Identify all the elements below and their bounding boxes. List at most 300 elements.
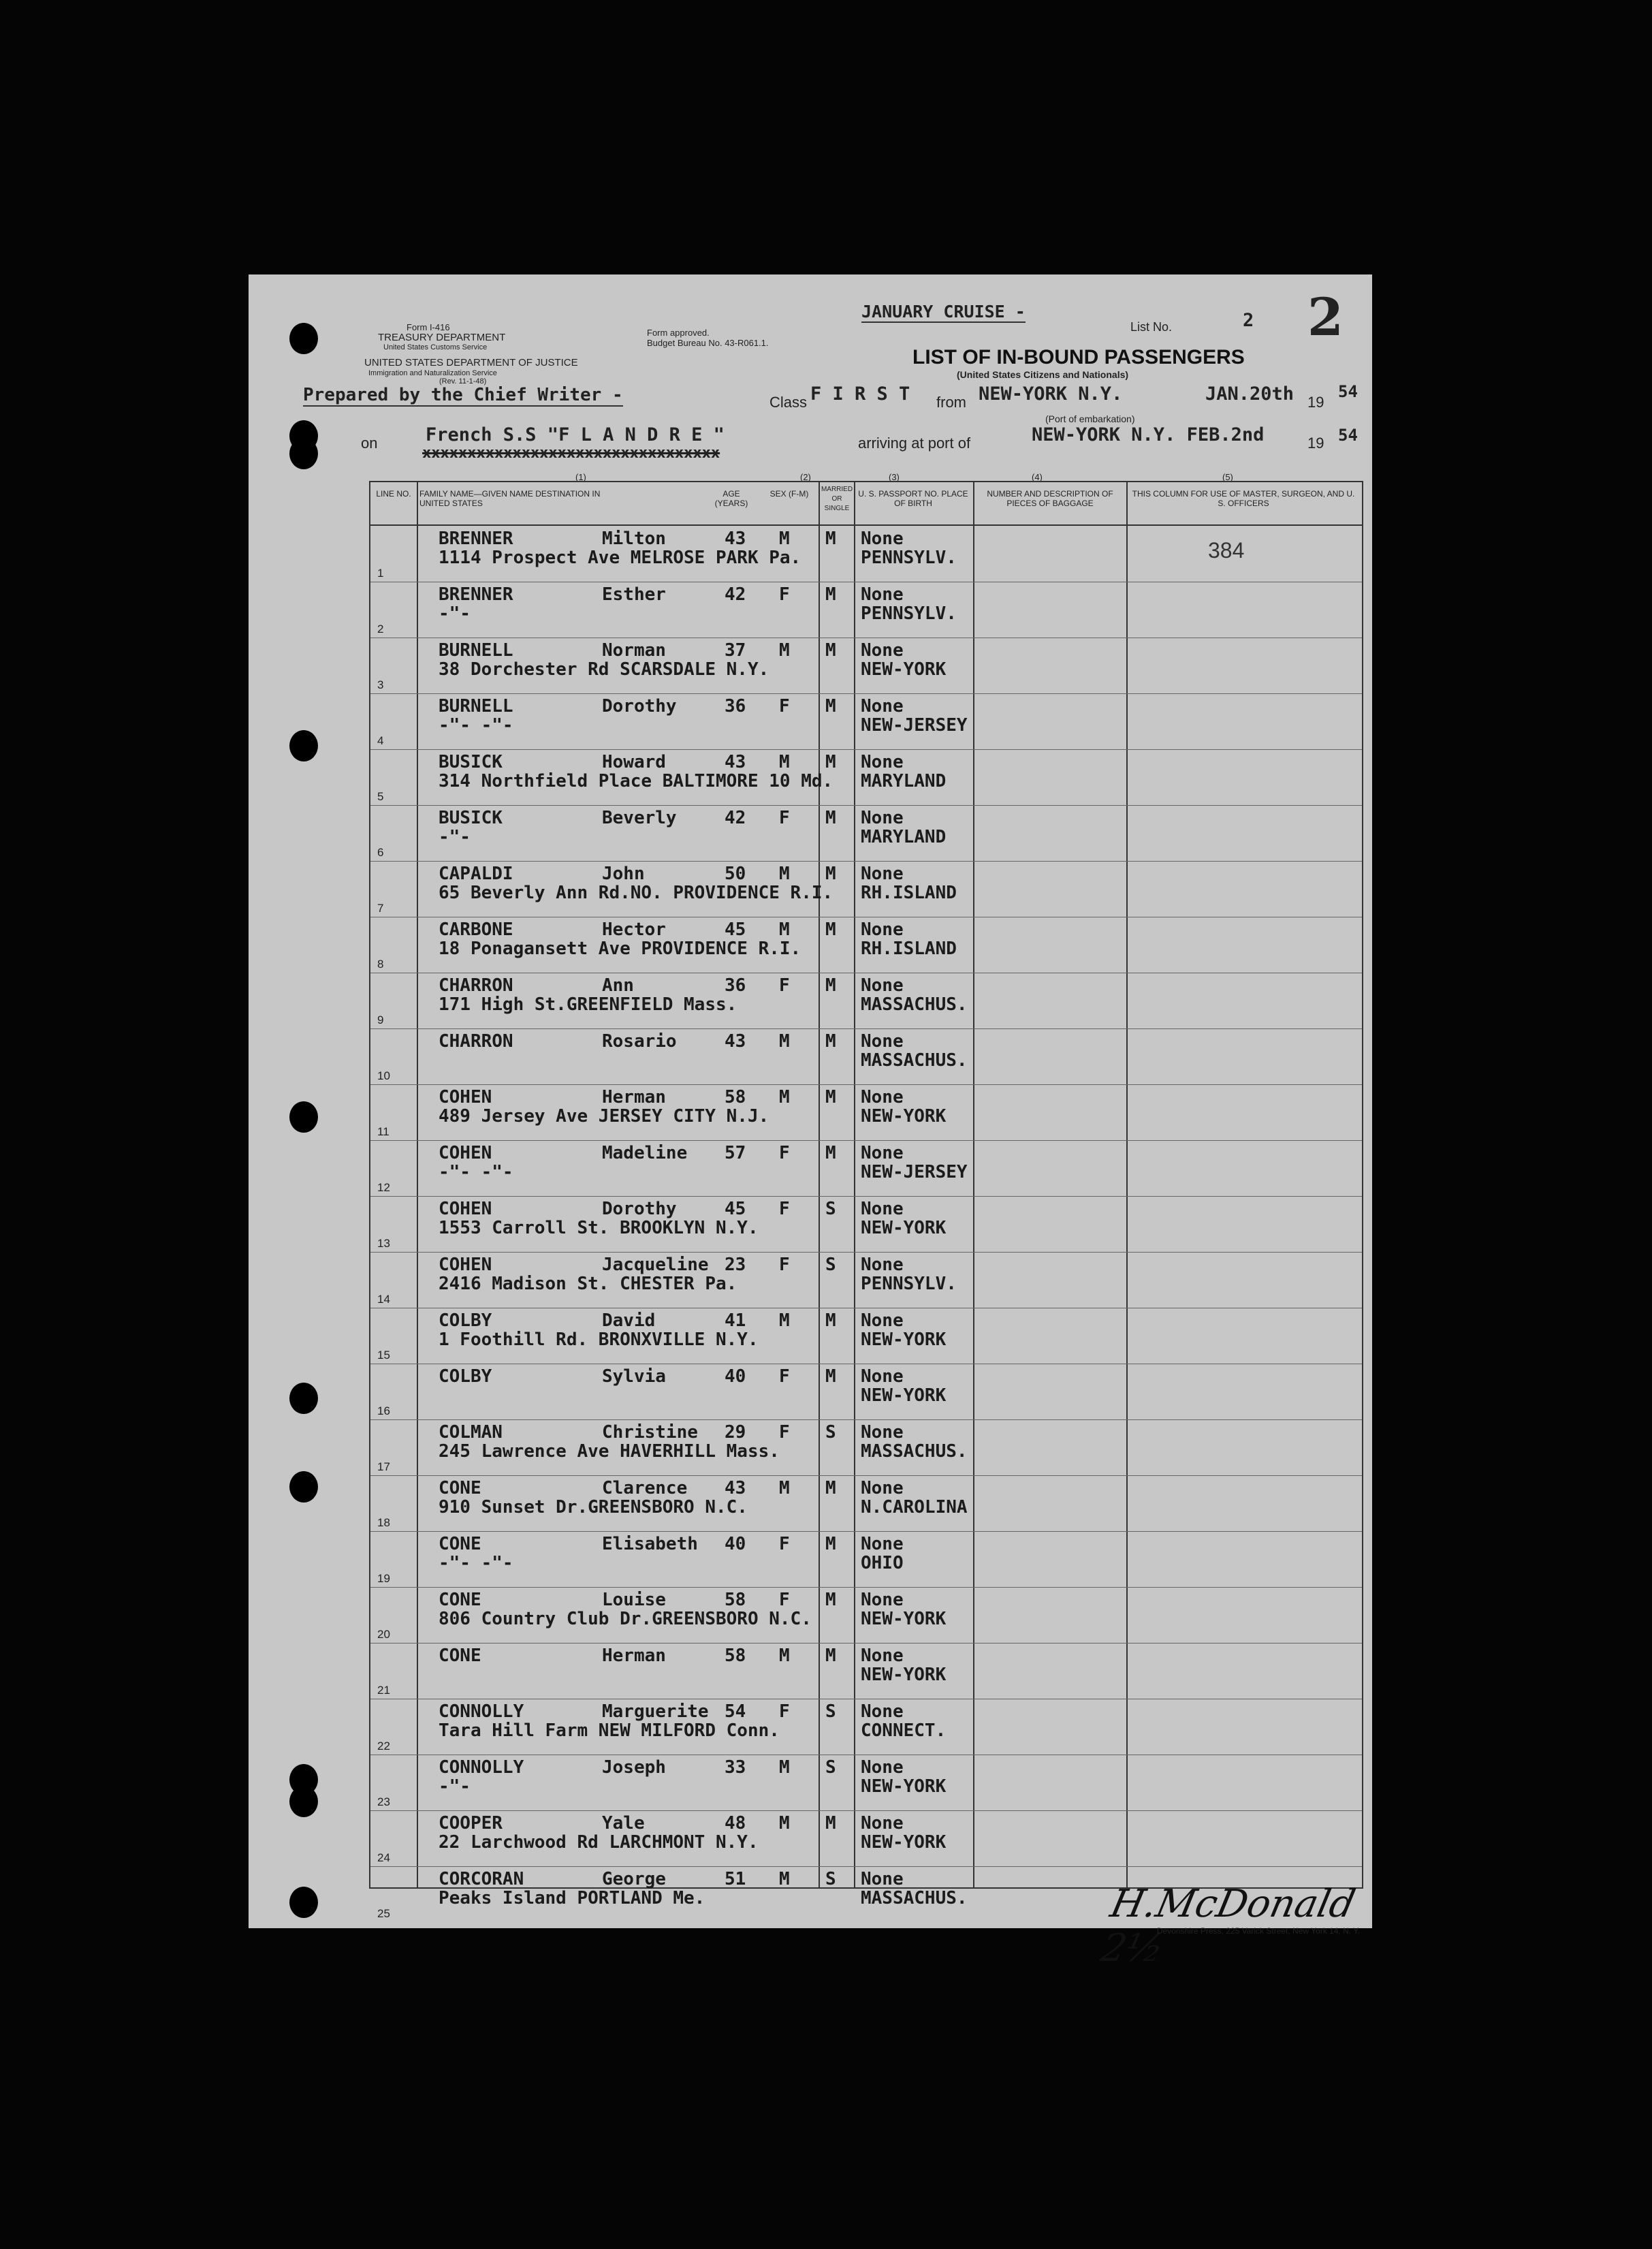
sex: F [779, 1534, 790, 1554]
table-row [370, 919, 1362, 975]
place-of-birth: NEW-JERSEY [861, 1162, 968, 1182]
age: 58 [725, 1087, 746, 1107]
marital-status: M [825, 919, 836, 940]
given-name: Beverly [602, 808, 677, 828]
line-number: 8 [377, 958, 384, 971]
given-name: Madeline [602, 1143, 688, 1163]
sex: F [779, 1590, 790, 1610]
family-name: BURNELL [439, 696, 513, 717]
place-of-birth: MASSACHUS. [861, 1441, 968, 1462]
passport-no: None [861, 696, 904, 717]
marital-status: M [825, 1590, 836, 1610]
place-of-birth: RH.ISLAND [861, 883, 957, 903]
year-1: 54 [1338, 382, 1358, 401]
passport-no: None [861, 1087, 904, 1107]
family-name: COLBY [439, 1366, 492, 1387]
list-no-value: 2 [1243, 310, 1254, 331]
printer-credit: Devonshire Press, 225 Varick Street, New York 14, N. Y. [1156, 1926, 1360, 1936]
col-number-3: (3) [889, 472, 900, 482]
departure-date: JAN.20th [1205, 383, 1294, 405]
destination: -"- [439, 827, 471, 847]
line-number: 17 [377, 1460, 390, 1473]
given-name: John [602, 864, 645, 884]
given-name: George [602, 1869, 666, 1889]
row-divider [370, 1084, 1362, 1085]
place-of-birth: NEW-YORK [861, 1832, 947, 1853]
year-prefix-1: 19 [1307, 394, 1324, 411]
row-divider [370, 861, 1362, 862]
destination: -"- [439, 1776, 471, 1797]
form-number: Form I-416 [407, 322, 450, 332]
destination: 38 Dorchester Rd SCARSDALE N.Y. [439, 659, 769, 680]
col-name: FAMILY NAME—GIVEN NAME DESTINATION IN UNITED STATES [419, 489, 601, 508]
row-divider [370, 1028, 1362, 1029]
passport-no: None [861, 1031, 904, 1052]
marital-status: M [825, 864, 836, 884]
place-of-birth: PENNSYLV. [861, 603, 957, 624]
ship-name: French S.S "F L A N D R E " [426, 424, 725, 445]
binder-hole [289, 1101, 318, 1133]
marital-status: M [825, 752, 836, 772]
list-no-label: List No. [1130, 320, 1173, 334]
marital-status: S [825, 1255, 836, 1275]
given-name: David [602, 1310, 656, 1331]
place-of-birth: MASSACHUS. [861, 994, 968, 1015]
line-number: 2 [377, 623, 384, 635]
place-of-birth: NEW-YORK [861, 1665, 947, 1685]
line-number: 25 [377, 1907, 390, 1920]
row-divider [370, 805, 1362, 806]
destination: 910 Sunset Dr.GREENSBORO N.C. [439, 1497, 748, 1517]
family-name: BURNELL [439, 640, 513, 661]
sex: M [779, 1031, 790, 1052]
col-line-no: LINE NO. [376, 489, 411, 499]
sex: M [779, 864, 790, 884]
marital-status: M [825, 1478, 836, 1498]
given-name: Rosario [602, 1031, 677, 1052]
place-of-birth: RH.ISLAND [861, 939, 957, 959]
from-label: from [936, 394, 966, 411]
manifest-title: LIST OF IN-BOUND PASSENGERS [912, 346, 1245, 368]
family-name: CONNOLLY [439, 1701, 524, 1722]
row-divider [370, 1419, 1362, 1420]
age: 42 [725, 584, 746, 605]
embarkation-label: (Port of embarkation) [1045, 413, 1135, 424]
list-no-stamp: 2 [1307, 287, 1344, 347]
place-of-birth: MARYLAND [861, 827, 947, 847]
line-number: 5 [377, 790, 384, 803]
table-row [370, 1087, 1362, 1143]
passenger-table [369, 481, 1363, 1920]
given-name: Yale [602, 1813, 645, 1834]
passport-no: None [861, 1143, 904, 1163]
form-revision: (Rev. 11-1-48) [439, 377, 487, 386]
place-of-birth: N.CAROLINA [861, 1497, 968, 1517]
marital-status: M [825, 1646, 836, 1666]
struck-xs: xxxxxxxxxxxxxxxxxxxxxxxxxxxxxxxxx [422, 445, 720, 462]
table-row [370, 1813, 1362, 1869]
on-label: on [361, 435, 378, 452]
family-name: COHEN [439, 1255, 492, 1275]
age: 43 [725, 1478, 746, 1498]
line-number: 9 [377, 1013, 384, 1026]
sex: F [779, 1366, 790, 1387]
col-number-1: (1) [575, 472, 586, 482]
passport-no: None [861, 1813, 904, 1834]
marital-status: M [825, 696, 836, 717]
family-name: BUSICK [439, 808, 503, 828]
table-row [370, 864, 1362, 919]
justice-dept: UNITED STATES DEPARTMENT OF JUSTICE [364, 357, 578, 368]
marital-status: S [825, 1757, 836, 1778]
marital-status: M [825, 975, 836, 996]
marital-status: M [825, 1031, 836, 1052]
age: 54 [725, 1701, 746, 1722]
family-name: COLMAN [439, 1422, 503, 1443]
immigration-service: Immigration and Naturalization Service [368, 369, 497, 377]
table-row [370, 640, 1362, 696]
sex: F [779, 1701, 790, 1722]
table-row [370, 975, 1362, 1031]
budget-bureau: Budget Bureau No. 43-R061.1. [647, 338, 769, 348]
place-of-birth: NEW-JERSEY [861, 715, 968, 736]
passport-no: None [861, 584, 904, 605]
marital-status: M [825, 808, 836, 828]
treasury-dept: TREASURY DEPARTMENT [378, 332, 506, 343]
sex: F [779, 696, 790, 717]
table-row [370, 752, 1362, 808]
place-of-birth: NEW-YORK [861, 1776, 947, 1797]
place-of-birth: OHIO [861, 1553, 904, 1573]
col-baggage: NUMBER AND DESCRIPTION OF PIECES OF BAGGAGE [987, 489, 1113, 508]
line-number: 20 [377, 1628, 390, 1641]
family-name: COHEN [439, 1087, 492, 1107]
line-number: 10 [377, 1069, 390, 1082]
sex: M [779, 752, 790, 772]
age: 41 [725, 1310, 746, 1331]
given-name: Joseph [602, 1757, 666, 1778]
table-row [370, 696, 1362, 752]
table-row [370, 1199, 1362, 1255]
age: 43 [725, 529, 746, 549]
class-label: Class [769, 394, 808, 411]
given-name: Norman [602, 640, 666, 661]
given-name: Dorothy [602, 1199, 677, 1219]
binder-hole [289, 730, 318, 761]
table-row [370, 1646, 1362, 1701]
given-name: Howard [602, 752, 666, 772]
given-name: Hector [602, 919, 666, 940]
row-divider [370, 1140, 1362, 1141]
passport-no: None [861, 1534, 904, 1554]
family-name: BRENNER [439, 529, 513, 549]
given-name: Sylvia [602, 1366, 666, 1387]
col-passport: U. S. PASSPORT NO. PLACE OF BIRTH [858, 489, 968, 508]
cruise-label: JANUARY CRUISE - [861, 302, 1026, 321]
sex: F [779, 975, 790, 996]
marital-status: M [825, 1813, 836, 1834]
family-name: CHARRON [439, 1031, 513, 1052]
family-name: BUSICK [439, 752, 503, 772]
family-name: COLBY [439, 1310, 492, 1331]
family-name: COOPER [439, 1813, 503, 1834]
marital-status: M [825, 529, 836, 549]
arrival-port: NEW-YORK N.Y. FEB.2nd [1032, 424, 1265, 445]
line-number: 15 [377, 1349, 390, 1362]
passport-no: None [861, 1478, 904, 1498]
passport-no: None [861, 1199, 904, 1219]
line-number: 19 [377, 1572, 390, 1585]
age: 58 [725, 1590, 746, 1610]
marital-status: S [825, 1701, 836, 1722]
age: 36 [725, 696, 746, 717]
destination: -"- -"- [439, 1162, 513, 1182]
sex: M [779, 1087, 790, 1107]
family-name: CHARRON [439, 975, 513, 996]
line-number: 21 [377, 1684, 390, 1697]
line-number: 11 [377, 1125, 390, 1138]
destination: Tara Hill Farm NEW MILFORD Conn. [439, 1720, 780, 1741]
col-married: MARRIED OR SINGLE [821, 486, 853, 512]
age: 29 [725, 1422, 746, 1443]
line-number: 6 [377, 846, 384, 859]
given-name: Ann [602, 975, 634, 996]
destination: 18 Ponagansett Ave PROVIDENCE R.I. [439, 939, 801, 959]
table-row [370, 1701, 1362, 1757]
marital-status: S [825, 1199, 836, 1219]
destination: 806 Country Club Dr.GREENSBORO N.C. [439, 1609, 812, 1629]
sex: F [779, 808, 790, 828]
manifest-subtitle: (United States Citizens and Nationals) [957, 369, 1129, 380]
sex: M [779, 1310, 790, 1331]
line-number: 18 [377, 1516, 390, 1529]
officer-note: 384 [1208, 538, 1245, 563]
row-divider [370, 1810, 1362, 1811]
col-age: AGE (YEARS) [714, 489, 748, 508]
passport-no: None [861, 1366, 904, 1387]
table-row [370, 584, 1362, 640]
age: 33 [725, 1757, 746, 1778]
sex: M [779, 529, 790, 549]
table-row [370, 1534, 1362, 1590]
marital-status: M [825, 1143, 836, 1163]
line-number: 12 [377, 1181, 390, 1194]
table-row [370, 808, 1362, 864]
binder-hole [289, 1471, 318, 1503]
place-of-birth: NEW-YORK [861, 1106, 947, 1127]
passport-no: None [861, 1869, 904, 1889]
sex: M [779, 1813, 790, 1834]
family-name: COHEN [439, 1199, 492, 1219]
given-name: Herman [602, 1646, 666, 1666]
destination: Peaks Island PORTLAND Me. [439, 1888, 705, 1908]
destination: 245 Lawrence Ave HAVERHILL Mass. [439, 1441, 780, 1462]
form-approved: Form approved. [647, 328, 710, 338]
passport-no: None [861, 529, 904, 549]
row-divider [370, 1866, 1362, 1867]
given-name: Esther [602, 584, 666, 605]
age: 51 [725, 1869, 746, 1889]
binder-hole [289, 323, 318, 354]
given-name: Milton [602, 529, 666, 549]
row-divider [370, 1587, 1362, 1588]
family-name: CORCORAN [439, 1869, 524, 1889]
place-of-birth: NEW-YORK [861, 1218, 947, 1238]
table-row [370, 1366, 1362, 1422]
age: 43 [725, 1031, 746, 1052]
sex: M [779, 1869, 790, 1889]
given-name: Marguerite [602, 1701, 709, 1722]
passport-no: None [861, 864, 904, 884]
table-row [370, 1255, 1362, 1310]
col-sex: SEX (F-M) [769, 489, 809, 499]
destination: 171 High St.GREENFIELD Mass. [439, 994, 737, 1015]
given-name: Clarence [602, 1478, 688, 1498]
marital-status: M [825, 1366, 836, 1387]
family-name: COHEN [439, 1143, 492, 1163]
binder-hole [289, 1887, 318, 1918]
table-row [370, 1310, 1362, 1366]
destination: 314 Northfield Place BALTIMORE 10 Md. [439, 771, 833, 791]
sex: M [779, 640, 790, 661]
given-name: Dorothy [602, 696, 677, 717]
family-name: CONE [439, 1646, 481, 1666]
line-number: 7 [377, 902, 384, 915]
destination: -"- -"- [439, 715, 513, 736]
age: 37 [725, 640, 746, 661]
binder-hole [289, 1383, 318, 1414]
family-name: CONE [439, 1478, 481, 1498]
destination: 2416 Madison St. CHESTER Pa. [439, 1274, 737, 1294]
family-name: BRENNER [439, 584, 513, 605]
passport-no: None [861, 1422, 904, 1443]
given-name: Jacqueline [602, 1255, 709, 1275]
passport-no: None [861, 919, 904, 940]
age: 58 [725, 1646, 746, 1666]
passport-no: None [861, 1310, 904, 1331]
destination: 22 Larchwood Rd LARCHMONT N.Y. [439, 1832, 759, 1853]
age: 50 [725, 864, 746, 884]
sex: M [779, 1646, 790, 1666]
year-prefix-2: 19 [1307, 435, 1324, 452]
marital-status: S [825, 1422, 836, 1443]
table-row [370, 1757, 1362, 1813]
place-of-birth: NEW-YORK [861, 1609, 947, 1629]
customs-service: United States Customs Service [383, 343, 488, 351]
sex: M [779, 919, 790, 940]
given-name: Louise [602, 1590, 666, 1610]
binder-hole [289, 438, 318, 469]
place-of-birth: PENNSYLV. [861, 1274, 957, 1294]
line-number: 23 [377, 1795, 390, 1808]
table-row [370, 1478, 1362, 1534]
row-divider [370, 1252, 1362, 1253]
given-name: Herman [602, 1087, 666, 1107]
passport-no: None [861, 1757, 904, 1778]
destination: 1 Foothill Rd. BRONXVILLE N.Y. [439, 1330, 759, 1350]
sex: F [779, 1143, 790, 1163]
family-name: CONE [439, 1590, 481, 1610]
line-number: 22 [377, 1740, 390, 1752]
passport-no: None [861, 752, 904, 772]
line-number: 24 [377, 1851, 390, 1864]
line-number: 4 [377, 734, 384, 747]
marital-status: M [825, 640, 836, 661]
marital-status: S [825, 1869, 836, 1889]
sex: F [779, 1255, 790, 1275]
arriving-label: arriving at port of [858, 435, 971, 452]
age: 42 [725, 808, 746, 828]
sex: M [779, 1757, 790, 1778]
given-name: Christine [602, 1422, 698, 1443]
age: 45 [725, 919, 746, 940]
age: 23 [725, 1255, 746, 1275]
place-of-birth: PENNSYLV. [861, 548, 957, 568]
passport-no: None [861, 640, 904, 661]
line-number: 14 [377, 1293, 390, 1306]
age: 45 [725, 1199, 746, 1219]
passport-no: None [861, 808, 904, 828]
age: 36 [725, 975, 746, 996]
family-name: CAPALDI [439, 864, 513, 884]
passport-no: None [861, 1701, 904, 1722]
destination: 1114 Prospect Ave MELROSE PARK Pa. [439, 548, 801, 568]
destination: 65 Beverly Ann Rd.NO. PROVIDENCE R.I. [439, 883, 833, 903]
family-name: CONNOLLY [439, 1757, 524, 1778]
place-of-birth: MASSACHUS. [861, 1888, 968, 1908]
table-row [370, 1143, 1362, 1199]
manifest-sheet [249, 274, 1372, 1970]
row-divider [370, 693, 1362, 694]
place-of-birth: NEW-YORK [861, 1330, 947, 1350]
signature: H.McDonald 2½ [1097, 1882, 1359, 1970]
family-name: CONE [439, 1534, 481, 1554]
place-of-birth: MARYLAND [861, 771, 947, 791]
marital-status: M [825, 584, 836, 605]
age: 40 [725, 1534, 746, 1554]
row-divider [370, 1531, 1362, 1532]
marital-status: M [825, 1534, 836, 1554]
place-of-birth: CONNECT. [861, 1720, 947, 1741]
sex: F [779, 1422, 790, 1443]
age: 48 [725, 1813, 746, 1834]
line-number: 1 [377, 567, 384, 580]
place-of-birth: NEW-YORK [861, 1385, 947, 1406]
passport-no: None [861, 1255, 904, 1275]
line-number: 16 [377, 1404, 390, 1417]
col-number-5: (5) [1222, 472, 1233, 482]
marital-status: M [825, 1310, 836, 1331]
place-of-birth: MASSACHUS. [861, 1050, 968, 1071]
col-number-2: (2) [800, 472, 811, 482]
year-2: 54 [1338, 426, 1358, 445]
passport-no: None [861, 975, 904, 996]
sex: F [779, 584, 790, 605]
given-name: Elisabeth [602, 1534, 698, 1554]
line-number: 13 [377, 1237, 390, 1250]
age: 40 [725, 1366, 746, 1387]
family-name: CARBONE [439, 919, 513, 940]
destination: 489 Jersey Ave JERSEY CITY N.J. [439, 1106, 769, 1127]
from-value: NEW-YORK N.Y. [979, 383, 1123, 405]
sex: F [779, 1199, 790, 1219]
row-divider [370, 1196, 1362, 1197]
passport-no: None [861, 1590, 904, 1610]
sex: M [779, 1478, 790, 1498]
age: 57 [725, 1143, 746, 1163]
table-row [370, 1422, 1362, 1478]
place-of-birth: NEW-YORK [861, 659, 947, 680]
